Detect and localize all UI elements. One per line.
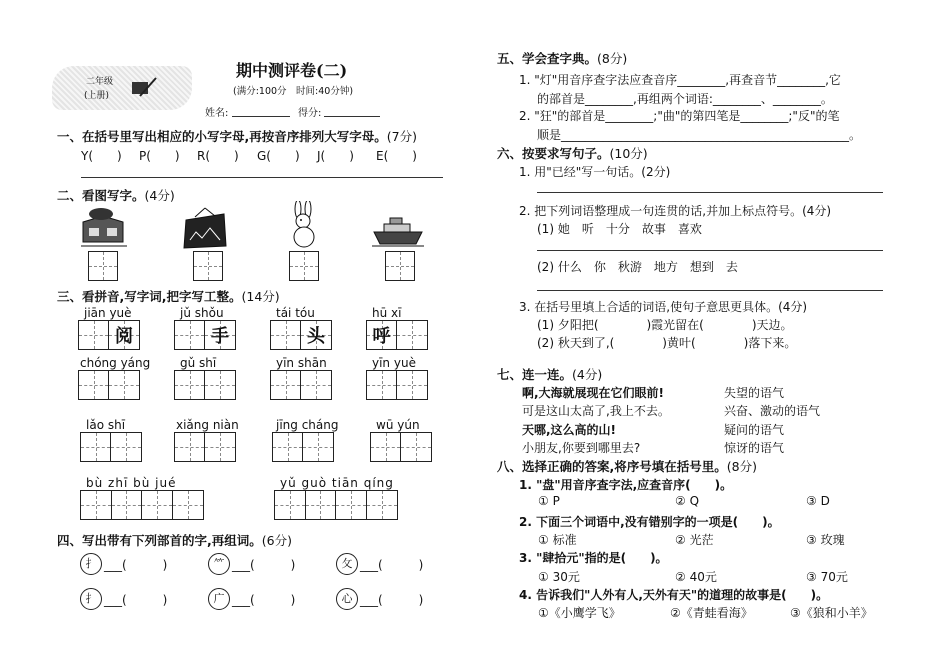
q3-grid-lao-shi[interactable]: [80, 432, 142, 462]
q6-s3a[interactable]: (1) 夕阳把( )霞光留在( )天边。: [537, 318, 793, 332]
q1-letter-p[interactable]: P( ): [139, 149, 180, 163]
q4-blank-1[interactable]: ___( ): [104, 558, 168, 572]
q3-grid-wu-yun[interactable]: [370, 432, 432, 462]
q1-answer-line[interactable]: [81, 177, 443, 178]
q3-heading: 三、看拼音,写字词,把字写工整。(14分): [57, 289, 280, 304]
q8-heading: 八、选择正确的答案,将序号填在括号里。(8分): [497, 459, 757, 474]
q8-item-3: 3. "肆拾元"指的是( )。: [519, 551, 668, 565]
q8-item-1-opt-1[interactable]: ① P: [538, 494, 560, 508]
q5-heading: 五、学会查字典。(8分): [497, 51, 628, 66]
q7-left-3[interactable]: 天哪,这么高的山!: [522, 423, 617, 437]
q8-item-2-opt-2[interactable]: ② 光茫: [675, 533, 714, 547]
q6-s2b-answer-line[interactable]: [537, 290, 883, 291]
pinyin-xiang-nian: xiǎng niàn: [176, 418, 239, 432]
q7-right-2[interactable]: 兴奋、激动的语气: [724, 404, 821, 418]
q3-grid-bu-zhi-bu-jue[interactable]: [80, 490, 204, 520]
q6-s2a: (1) 她 听 十分 故事 喜欢: [537, 222, 702, 236]
q1-letter-r[interactable]: R( ): [197, 149, 239, 163]
q5-line-2[interactable]: 的部首是________,再组两个词语:________、________。: [537, 92, 833, 106]
q1-letter-e[interactable]: E( ): [376, 149, 417, 163]
q7-left-2[interactable]: 可是这山太高了,我上不去。: [522, 404, 670, 418]
pinyin-hu-xi: hū xī: [372, 306, 402, 320]
q6-s1-answer-line[interactable]: [537, 192, 883, 193]
pinyin-jing-chang: jīng cháng: [276, 418, 339, 432]
pinyin-wu-yun: wū yún: [376, 418, 420, 432]
q3-grid-hu-xi[interactable]: 呼: [366, 320, 428, 350]
q6-heading: 六、按要求写句子。(10分): [497, 146, 648, 161]
pinyin-bu-zhi-bu-jue: bù zhī bù jué: [86, 476, 177, 490]
radical-circle-6: 心: [336, 588, 358, 610]
q1-letter-g[interactable]: G( ): [257, 149, 300, 163]
q3-grid-gu-shi[interactable]: [174, 370, 236, 400]
score-time-meta: (满分:100分 时间:40分钟): [233, 86, 354, 97]
q7-left-4[interactable]: 小朋友,你要到哪里去?: [522, 441, 641, 455]
q1-heading: 一、在括号里写出相应的小写字母,再按音序排列大写字母。(7分): [57, 129, 417, 144]
q3-grid-chong-yang[interactable]: [78, 370, 140, 400]
pinyin-gu-shi: gǔ shī: [180, 356, 217, 370]
q6-s3b[interactable]: (2) 秋天到了,( )黄叶( )落下来。: [537, 336, 797, 350]
pinyin-yin-shan: yīn shān: [276, 356, 327, 370]
q8-item-4: 4. 告诉我们"人外有人,天外有天"的道理的故事是( )。: [519, 588, 829, 602]
radical-circle-3: 攵: [336, 553, 358, 575]
pig-house-picture: [79, 206, 129, 248]
book-pen-icon: [130, 76, 158, 98]
q6-s2b: (2) 什么 你 秋游 地方 想到 去: [537, 260, 738, 274]
pinyin-lao-shi: lǎo shī: [86, 418, 126, 432]
q4-blank-4[interactable]: ___( ): [104, 593, 168, 607]
q8-item-1-opt-3[interactable]: ③ D: [806, 494, 830, 508]
score-blank[interactable]: [324, 116, 380, 117]
radical-circle-5: 广: [208, 588, 230, 610]
q2-box-2[interactable]: [193, 251, 223, 281]
q6-s2a-answer-line[interactable]: [537, 250, 883, 251]
q4-blank-2[interactable]: ___( ): [232, 558, 296, 572]
q5-line-4[interactable]: 顺是________________________________________________。: [537, 128, 862, 142]
q8-item-3-opt-3[interactable]: ③ 70元: [806, 570, 848, 584]
q2-heading: 二、看图写字。(4分): [57, 188, 175, 203]
q2-box-3[interactable]: [289, 251, 319, 281]
q3-grid-tai-tou[interactable]: 头: [270, 320, 332, 350]
q2-box-1[interactable]: [88, 251, 118, 281]
q6-s2: 2. 把下列词语整理成一句连贯的话,并加上标点符号。(4分): [519, 204, 832, 218]
radical-circle-1: 扌: [80, 553, 102, 575]
q8-item-2-opt-3[interactable]: ③ 玫瑰: [806, 533, 845, 547]
ship-picture: [372, 214, 424, 248]
name-label: 姓名:: [205, 108, 229, 119]
q7-right-3[interactable]: 疑问的语气: [724, 423, 785, 437]
q3-grid-xiang-nian[interactable]: [174, 432, 236, 462]
q4-blank-5[interactable]: ___( ): [232, 593, 296, 607]
q7-right-1[interactable]: 失望的语气: [724, 386, 785, 400]
grade-badge: [52, 66, 192, 110]
q8-item-4-opt-3[interactable]: ③《狼和小羊》: [790, 606, 873, 620]
q5-line-1[interactable]: 1. "灯"用音序查字法应查音序________,再查音节________,它: [519, 73, 841, 87]
q8-item-4-opt-1[interactable]: ①《小鹰学飞》: [538, 606, 621, 620]
pinyin-tai-tou: tái tóu: [276, 306, 315, 320]
q3-grid-jing-chang[interactable]: [272, 432, 334, 462]
q5-line-3[interactable]: 2. "狂"的部首是________;"曲"的第四笔是________;"反"的笔: [519, 109, 840, 123]
pinyin-jian-yue: jiān yuè: [84, 306, 132, 320]
q1-letter-y[interactable]: Y( ): [81, 149, 122, 163]
q1-letter-j[interactable]: J( ): [317, 149, 354, 163]
pinyin-ju-shou: jǔ shǒu: [180, 306, 224, 320]
pinyin-yin-yue: yīn yuè: [372, 356, 416, 370]
q8-item-2-opt-1[interactable]: ① 标准: [538, 533, 577, 547]
q4-blank-3[interactable]: ___( ): [360, 558, 424, 572]
q7-left-1[interactable]: 啊,大海就展现在它们眼前!: [522, 386, 665, 400]
q3-grid-yin-yue[interactable]: [366, 370, 428, 400]
score-label: 得分:: [298, 108, 322, 119]
rabbit-picture: [286, 201, 322, 249]
q3-grid-yin-shan[interactable]: [270, 370, 332, 400]
q4-blank-6[interactable]: ___( ): [360, 593, 424, 607]
q6-s3: 3. 在括号里填上合适的词语,使句子意思更具体。(4分): [519, 300, 808, 314]
radical-circle-2: ⺮: [208, 553, 230, 575]
radical-circle-4: 扌: [80, 588, 102, 610]
q8-item-4-opt-2[interactable]: ②《青蛙看海》: [670, 606, 753, 620]
q7-right-4[interactable]: 惊讶的语气: [724, 441, 785, 455]
q6-s1: 1. 用"已经"写一句话。(2分): [519, 165, 671, 179]
q3-grid-yu-guo-tian-qing[interactable]: [274, 490, 398, 520]
q8-item-1-opt-2[interactable]: ② Q: [675, 494, 700, 508]
page-title: 期中测评卷(二): [236, 61, 348, 80]
q7-heading: 七、连一连。(4分): [497, 367, 603, 382]
q8-item-3-opt-2[interactable]: ② 40元: [675, 570, 717, 584]
q8-item-3-opt-1[interactable]: ① 30元: [538, 570, 580, 584]
grade-label: 二年级: [86, 77, 114, 87]
q2-box-4[interactable]: [385, 251, 415, 281]
volume-label: (上册): [84, 91, 110, 101]
pinyin-chong-yang: chóng yáng: [80, 356, 151, 370]
q3-grid-jian-yue[interactable]: 阅: [78, 320, 140, 350]
q3-grid-ju-shou[interactable]: 手: [174, 320, 236, 350]
name-blank[interactable]: [232, 116, 290, 117]
q8-item-1: 1. "盘"用音序查字法,应查音序( )。: [519, 478, 733, 492]
q8-item-2: 2. 下面三个词语中,没有错别字的一项是( )。: [519, 515, 780, 529]
blackboard-picture: [180, 206, 230, 250]
pinyin-yu-guo-tian-qing: yǔ guò tiān qíng: [280, 476, 394, 490]
q4-heading: 四、写出带有下列部首的字,再组词。(6分): [57, 533, 292, 548]
